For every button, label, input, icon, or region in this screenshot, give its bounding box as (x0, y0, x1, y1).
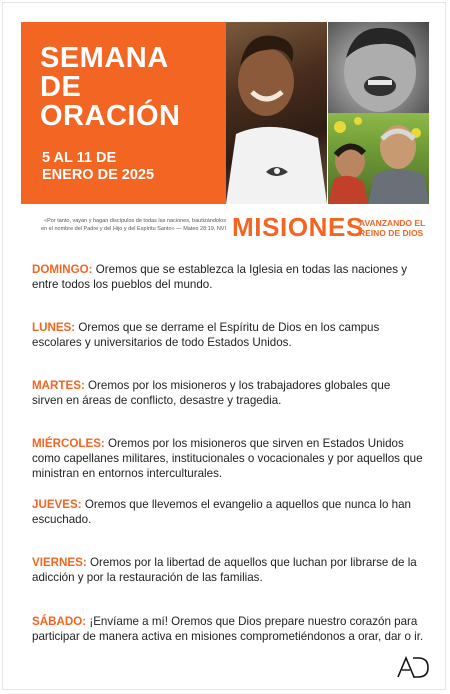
tagline (359, 218, 439, 238)
prayer-item-miercoles (32, 436, 424, 481)
bible-quote (18, 217, 226, 233)
prayer-item-domingo (32, 262, 424, 292)
prayer-item-lunes (32, 320, 424, 350)
date-line: ENERO DE 2025 (42, 167, 155, 183)
misiones-wordmark: MISIONES (232, 212, 364, 242)
page-title (40, 44, 220, 131)
day-label: SÁBADO: (32, 615, 87, 628)
event-date (42, 150, 217, 184)
day-label: DOMINGO: (32, 263, 93, 276)
title-line: DE (40, 71, 82, 103)
prayer-text: ¡Envíame a mí! Oremos que Dios prepare nuestro corazón para participar de manera activa en misiones comprometiéndonos a orar, dar o ir. (32, 615, 424, 643)
photo-elderly-couple (328, 113, 429, 204)
day-label: JUEVES: (32, 498, 82, 511)
photo-elderly-art (328, 113, 429, 204)
photo-boy-art (226, 22, 327, 204)
day-label: MARTES: (32, 379, 85, 392)
prayer-text: Oremos por los misioneros que sirven en Estados Unidos como capellanes militares, institucionales o vocacionales y por aquellos que ministran en entornos interculturales. (32, 437, 423, 480)
prayer-item-martes (32, 378, 424, 408)
photo-laughing-child (328, 22, 429, 113)
prayer-text: Oremos que se establezca la Iglesia en todas las naciones y entre todos los pueblos del mundo. (32, 263, 408, 291)
title-line: SEMANA (40, 42, 169, 74)
title-line: ORACIÓN (40, 100, 181, 132)
date-line: 5 AL 11 DE (42, 150, 117, 166)
prayer-text: Oremos por los misioneros y los trabajadores globales que sirven en áreas de conflicto, desastre y tragedia. (32, 379, 391, 407)
ad-logo-icon (396, 656, 430, 678)
prayer-item-viernes (32, 555, 424, 585)
prayer-text: Oremos que llevemos el evangelio a aquellos que nunca lo han escuchado. (32, 498, 411, 526)
tagline-line: REINO DE DIOS (359, 228, 424, 238)
tagline-line: AVANZANDO EL (359, 218, 426, 228)
prayer-item-jueves (32, 497, 424, 527)
day-label: MIÉRCOLES: (32, 437, 105, 450)
quote-line: en el nombre del Padre y del Hijo y del Espíritu Santo» — Mateo 28:19, NVI (41, 226, 226, 232)
day-label: VIERNES: (32, 556, 87, 569)
prayer-item-sabado (32, 614, 424, 644)
quote-line: «Por tanto, vayan y hagan discípulos de todas las naciones, bautizándolos (44, 218, 226, 224)
prayer-text: Oremos que se derrame el Espíritu de Dios en los campus escolares y universitarios de todo Estados Unidos. (32, 321, 380, 349)
day-label: LUNES: (32, 321, 76, 334)
photo-child-art (328, 22, 429, 113)
prayer-text: Oremos por la libertad de aquellos que luchan por librarse de la adicción y por la restauración de las familias. (32, 556, 417, 584)
photo-smiling-boy (226, 22, 327, 204)
